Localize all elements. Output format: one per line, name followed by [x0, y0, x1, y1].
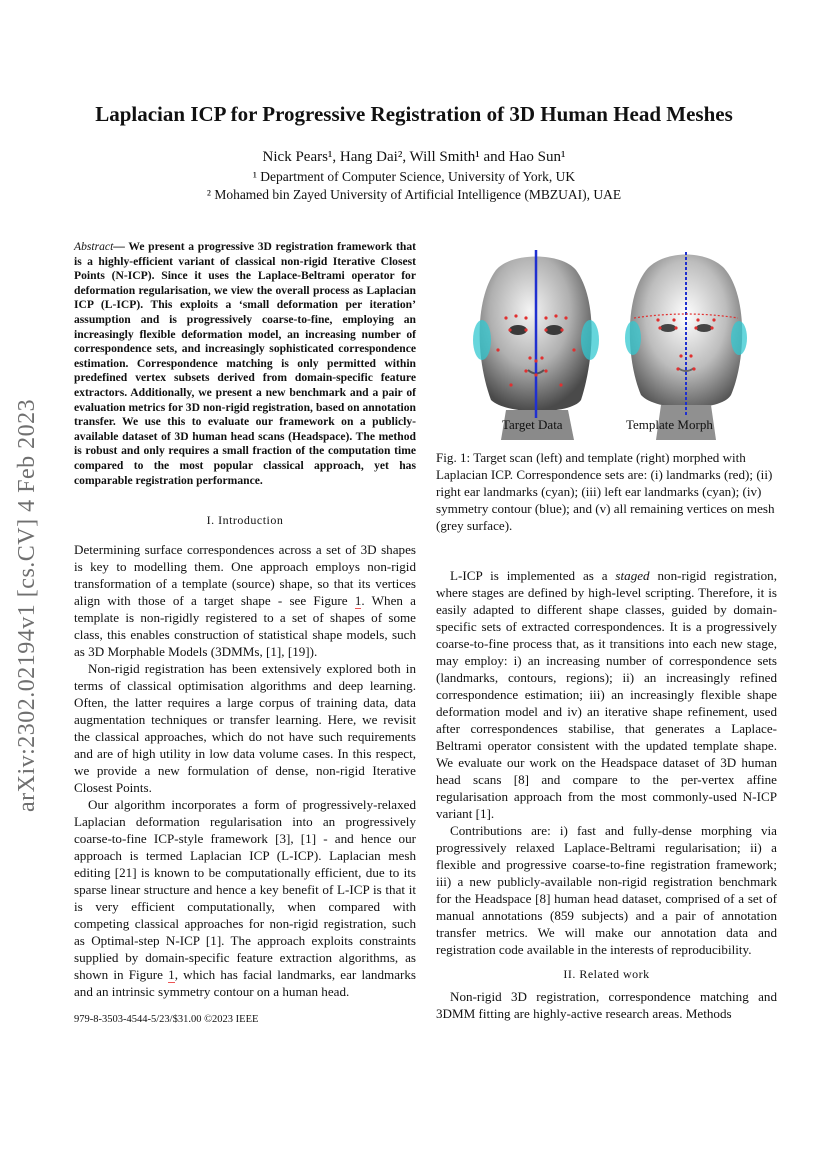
intro-paragraph-1	[74, 541, 416, 660]
copyright-footer: 979-8-3503-4544-5/23/$31.00 ©2023 IEEE	[74, 1014, 259, 1025]
abstract-label: Abstract	[74, 240, 114, 253]
right-p1-text-b: non-rigid registration, where stages are defined by high-level scripting. Therefore, it is easily adapted to different shape classes, guided by domain-specific sets of extracted correspondences. It is a progressively coarse-to-fine process that, as it transitions into each new stage, may employ: i) an increasing number of correspondence sets (landmarks, contours, regions); ii) an increasingly refined correspondence estimation; iii) an increasingly flexible shape deformation model and iv) an iterative shape refinement, used after correspondences stabilise, that generates a Laplace-Beltrami operator consistent with the updated template shape. We evaluate our work on the Headspace dataset of 3D human head scans [8] and compare to the per-vertex affine regularisation approach from the most commonly-used N-ICP variant [1].	[436, 568, 777, 821]
intro-p1-text-a: Determining surface correspondences across a set of 3D shapes is key to modelling them. One approach employs non-rigid transformation of a template (source) shape, so that its vertices align with those of a target shape - see Figure	[74, 542, 416, 608]
intro-paragraph-3	[74, 796, 416, 1000]
section-heading-intro: I. Introduction	[206, 513, 284, 527]
right-paragraph-2: Contributions are: i) fast and fully-dense morphing via progressively relaxed Laplace-Beltrami regularisation; ii) a flexible and progressive coarse-to-fine registration framework; iii) a new publicly-available non-rigid registration benchmark for the Headspace [8] human head dataset, comprised of a set of manual annotations (859 subjects) and a pair of annotation transfer metrics. We will make our annotation data and registration code available in the interests of reproducibility.	[436, 823, 777, 957]
intro-paragraph-2: Non-rigid registration has been extensively explored both in terms of classical optimisation algorithms and deep learning. Often, the latter requires a large corpus of training data, data augmentation techniques or transfer learning. Here, we revisit the classical approaches, which do not have such requirements and are of high utility in low data volume cases. In this respect, we provide a new formulation of dense, non-rigid Iterative Closest Points.	[74, 661, 416, 795]
figure-label-template: Template Morph	[626, 417, 713, 432]
affiliation-2: ² Mohamed bin Zayed University of Artificial Intelligence (MBZUAI), UAE	[206, 187, 622, 202]
right-paragraph-3: Non-rigid 3D registration, correspondence matching and 3DMM fitting are highly-active research areas. Methods	[436, 989, 777, 1021]
intro-p3-text-a: Our algorithm incorporates a form of progressively-relaxed Laplacian deformation regularisation into an progressively coarse-to-fine ICP-style framework [3], [1] - and hence our approach is termed Laplacian ICP (L-ICP). Laplacian mesh editing [21] is known to be computationally efficient, due to its sparse linear structure and hence a key benefit of L-ICP is that it is very efficient computationally, when compared with competing classical approaches for non-rigid registration, such as Optimal-step N-ICP [1]. The approach exploits constraints supplied by domain-specific feature extraction algorithms, as shown in Figure	[74, 797, 416, 982]
target-head	[473, 250, 599, 440]
affiliation-1: ¹ Department of Computer Science, University of York, UK	[252, 169, 576, 184]
arxiv-stamp: arXiv:2302.02194v1 [cs.CV] 4 Feb 2023	[14, 398, 40, 812]
emphasis-staged: staged	[615, 568, 650, 583]
template-head	[625, 252, 747, 440]
intro-section	[74, 512, 416, 1000]
head-renderings	[436, 240, 777, 440]
right-paragraph-1	[436, 567, 777, 822]
figure-link[interactable]: 1	[354, 593, 362, 608]
author-list: Nick Pears¹, Hang Dai², Will Smith¹ and Hao Sun¹	[262, 149, 566, 165]
abstract-text: — We present a progressive 3D registration framework that is a highly-efficient variant of classical non-rigid Iterative Closest Points (N-ICP). Since it uses the Laplace-Beltrami operator for deformation regularisation, we view the overall process as Laplacian ICP (L-ICP). This exploits a ‘small deformation per iteration’ assumption and is progressively coarse-to-fine, employing an increasingly flexible deformation model, an increasing number of correspondence sets, and increasingly sophisticated correspondence estimation. Correspondence matching is only permitted within predefined vertex subsets derived from domain-specific feature extractors. Additionally, we present a new benchmark and a pair of evaluation metrics for 3D non-rigid registration, based on annotation transfer. We use this to evaluate our framework on a publicly-available dataset of 3D human head scans (Headspace). The method is robust and only requires a small fraction of the computation time compared to the most popular classical approach, yet has comparable registration performance.	[74, 240, 416, 487]
intro-p1-text-b: . When a template is non-rigidly registered to a set of shapes of some class, this enables construction of statistical shape models, such as 3D Morphable Models (3DMMs, [1], [19]).	[74, 593, 416, 659]
figure-1	[436, 240, 777, 440]
figure-label-target: Target Data	[502, 417, 563, 432]
section-heading-related: II. Related work	[563, 967, 650, 981]
figure-caption: Fig. 1: Target scan (left) and template (right) morphed with Laplacian ICP. Correspondence sets are: (i) landmarks (red); (ii) right ear landmarks (cyan); (iii) left ear landmarks (cyan); (iv) symmetry contour (blue); and (v) all remaining vertices on mesh (grey surface).	[436, 450, 775, 533]
figure-link[interactable]: 1	[168, 967, 175, 982]
right-column-text	[436, 567, 777, 1022]
intro-p3-text-b: , which has facial landmarks, ear landmarks and an intrinsic symmetry contour on a human head.	[74, 967, 417, 999]
abstract	[74, 240, 416, 488]
paper-title: Laplacian ICP for Progressive Registration of 3D Human Head Meshes	[95, 102, 733, 126]
right-p1-text-a: L-ICP is implemented as a	[450, 568, 616, 583]
